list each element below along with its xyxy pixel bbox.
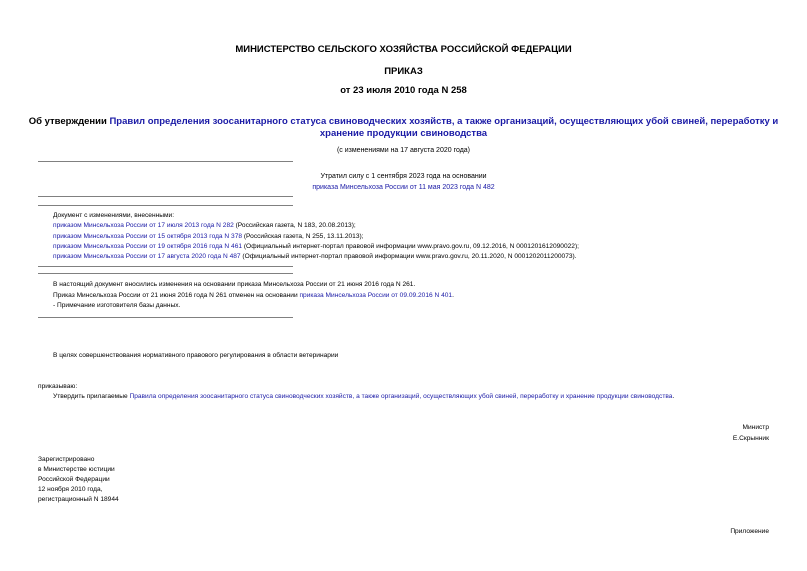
document-type: ПРИКАЗ: [384, 66, 423, 77]
divider: [38, 266, 293, 267]
ministry-name: МИНИСТЕРСТВО СЕЛЬСКОГО ХОЗЯЙСТВА РОССИЙСКОЙ ФЕДЕРАЦИИ: [235, 44, 572, 55]
registration-line: 12 ноября 2010 года,: [38, 486, 103, 493]
amendment-item: [53, 243, 579, 250]
order-word: приказываю:: [38, 383, 78, 390]
amendment-item: [53, 253, 577, 260]
amendment-note: (Российская газета, N 183, 20.08.2013);: [233, 222, 356, 229]
note-line: [53, 292, 454, 299]
divider: [38, 161, 293, 162]
purpose-text: В целях совершенствования нормативного правового регулирования в области ветеринарии: [53, 352, 339, 359]
approve-text: Утвердить прилагаемые: [53, 393, 130, 400]
amendment-link[interactable]: приказом Минсельхоза России от 17 августа 2020 года N 487: [53, 253, 241, 260]
registration-line: в Министерстве юстиции: [38, 466, 115, 473]
expired-link-line: [0, 184, 807, 191]
amendment-link[interactable]: приказом Минсельхоза России от 19 октября 2016 года N 461: [53, 243, 243, 250]
title-rules-link[interactable]: Правил определения зоосанитарного статуса свиноводческих хозяйств, а также организаций, осуществляющих убой свиней, переработку и: [109, 116, 779, 127]
document-title-line1: [0, 116, 807, 127]
amendment-item: [53, 233, 364, 240]
document-date-number: от 23 июля 2010 года N 258: [340, 85, 467, 96]
note-line: В настоящий документ вносились изменения на основании приказа Минсельхоза России от 21 июня 2016 года N 261.: [53, 281, 416, 288]
amendment-note: (Официальный интернет-портал правовой информации www.pravo.gov.ru, 20.11.2020, N 0001202011200073).: [240, 253, 577, 260]
expired-order-link[interactable]: приказа Минсельхоза России от 11 мая 2023 года N 482: [312, 184, 495, 191]
signature-name: Е.Скрынник: [732, 435, 769, 442]
registration-line: Российской Федерации: [38, 476, 110, 483]
amendment-item: [53, 222, 356, 229]
title-prefix: Об утверждении: [28, 116, 110, 127]
revocation-order-link[interactable]: приказа Минсельхоза России от 09.09.2016 N 401: [299, 292, 453, 299]
amendment-link[interactable]: приказом Минсельхоза России от 17 июля 2013 года N 282: [53, 222, 234, 229]
revision-note: (с изменениями на 17 августа 2020 года): [336, 147, 471, 154]
divider: [38, 205, 293, 206]
amendment-note: (Официальный интернет-портал правовой информации www.pravo.gov.ru, 09.12.2016, N 0001201612090022);: [242, 243, 579, 250]
note-text: Приказ Минсельхоза России от 21 июня 2016 года N 261 отменен на основании: [53, 292, 300, 299]
approved-rules-link[interactable]: Правила определения зоосанитарного статуса свиноводческих хозяйств, а также организаций, осуществляющих убой свиней, переработку и хранение продукции свиноводства: [129, 393, 673, 400]
expired-note: Утратил силу с 1 сентября 2023 года на основании: [320, 173, 487, 180]
amendment-link[interactable]: приказом Минсельхоза России от 15 октября 2013 года N 378: [53, 233, 243, 240]
appendix-label: Приложение: [730, 528, 769, 535]
signature-role: Министр: [742, 424, 769, 431]
title-rules-link-cont[interactable]: хранение продукции свиноводства: [319, 128, 488, 139]
approve-text: .: [672, 393, 675, 400]
note-text: .: [452, 292, 454, 299]
document-title-line2: [0, 128, 807, 139]
divider: [38, 317, 293, 318]
registration-line: регистрационный N 18944: [38, 496, 119, 503]
amendment-note: (Российская газета, N 255, 13.11.2013);: [242, 233, 364, 240]
divider: [38, 273, 293, 274]
registration-line: Зарегистрировано: [38, 456, 95, 463]
note-line: - Примечание изготовителя базы данных.: [53, 302, 181, 309]
amendments-intro: Документ с изменениями, внесенными:: [53, 212, 175, 219]
approve-line: [53, 393, 674, 400]
divider: [38, 196, 293, 197]
